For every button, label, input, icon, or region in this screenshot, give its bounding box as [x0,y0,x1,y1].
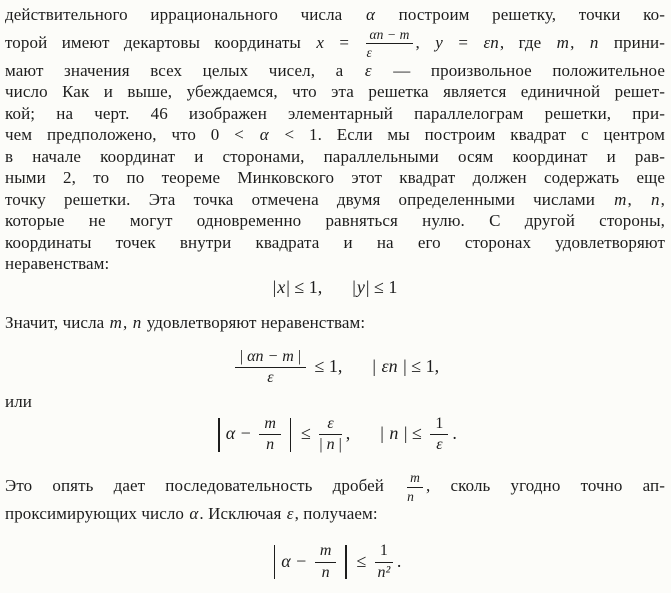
text-line-8: ными 2, то по теореме Минковского этот квадрат должен содержать еще [5,168,665,187]
text-segment: торой имеют декартовы координаты [5,32,316,52]
math-var-n: n [389,423,399,443]
fraction-denominator: n [266,436,275,454]
fraction [315,542,337,582]
formula-xy-bounds [5,276,665,298]
text-line-11: координаты точек внутри квадрата и на его сторонах удовлетворяют [5,232,665,252]
abs-bar: | [380,423,389,443]
equals-sign: = [443,32,483,52]
fraction-numerator: αn − m [366,27,412,44]
text-line-7: в начале координат и сторонами, параллельными осям координат и рав- [5,146,665,166]
text-line-16 [5,503,665,525]
fraction [375,542,393,582]
text-line-14: или [5,392,32,411]
text-segment: действительного иррационального числа [5,5,365,24]
fraction-numerator: m [259,415,281,435]
text-segment: , сколь угодно точно ап- [425,476,666,495]
math-var-n: n [132,312,142,332]
tall-abs-bar [345,545,347,579]
text-segment: , [123,312,132,332]
fraction [235,348,306,388]
math-var-x: x [277,276,286,297]
math-var-y: y [356,276,365,297]
math-var-alpha: α [259,125,269,144]
text-segment: проксимирующих число [5,504,189,523]
text-segment: Это опять дает последовательность дробей [5,476,405,495]
text-line-5: кой; на черт. 46 изображен элементарный параллелограм решетки, при- [5,103,665,123]
math-var-alpha: α [281,550,291,571]
relation: ≤ 1 [369,276,398,297]
abs-bar: | [352,276,356,297]
fraction-numerator: ε [319,415,341,435]
relation: ≤ [407,423,427,443]
math-var-y: y [435,32,443,52]
math-var-m: m [556,32,570,52]
text-segment: мают значения всех целых чисел, а [5,60,364,80]
math-var-x: x [316,32,324,52]
math-var-alpha: α [189,504,199,523]
abs-bar: | [365,276,370,297]
text-segment: , [415,32,435,52]
fraction [319,415,341,455]
text-line-13 [5,312,665,334]
text-segment: построим решетку, точки ко- [376,5,665,24]
fraction-denominator: ε [366,45,372,61]
fraction-numerator: m [315,542,337,562]
fraction-denominator: n² [377,563,391,581]
math-var-alpha: α [225,423,236,443]
relation: ≤ 1, [289,276,323,297]
text-line-10: которые не могут одновременно равняться нулю. С другой стороны, [5,211,665,230]
fraction-denominator: n [407,488,414,504]
fraction [259,415,281,455]
math-var-n: n [326,436,335,454]
fraction-denominator [319,435,341,454]
text-line-1 [5,4,665,26]
text-segment: , [627,189,651,209]
text-line-15 [5,469,665,503]
tall-abs-bar [274,545,276,579]
math-var-alpha: α [365,5,375,24]
tall-abs-bar [218,418,220,452]
fraction-numerator: m [407,470,423,487]
text-line-9 [5,189,665,211]
formula-mn-inequalities [5,345,665,387]
fraction-denominator: ε [436,436,443,454]
text-segment: , [660,189,665,209]
formula-final-approximation [5,538,665,584]
equals-sign: = [324,32,364,52]
text-segment: < 1. Если мы построим квадрат с центром [269,125,665,144]
text-segment: , получаем: [294,504,378,523]
abs-bar: | [398,356,407,376]
math-var-en: εn [483,32,499,52]
text-segment: , где [499,32,556,52]
text-line-2 [5,26,665,60]
relation: ≤ [296,423,316,443]
abs-bar: | [399,423,408,443]
abs-bar: | [319,436,327,454]
fraction-denominator: ε [267,369,274,387]
formula-alpha-approximation [5,412,665,454]
text-line-4: число Как и выше, убеждаемся, что эта решетка является единичной решет- [5,82,665,101]
text-segment: Значит, числа [5,312,109,332]
abs-bar: | [372,356,381,376]
text-line-3 [5,60,665,82]
math-var-n: n [589,32,599,52]
tall-abs-bar [290,418,292,452]
inline-fraction [407,470,423,503]
math-var-en: εn [381,356,398,376]
math-var-epsilon: ε [286,504,294,523]
abs-bar: | [334,436,342,454]
text-line-12: неравенствам: [5,254,110,273]
text-segment: точку решетки. Эта точка отмечена двумя определенными числами [5,189,614,209]
fraction-denominator: n [321,563,330,581]
abs-bar: | [272,276,277,297]
math-var-m: m [109,312,123,332]
text-segment: , [570,32,589,52]
comma: , [345,423,351,443]
text-segment: . Исключая [199,504,286,523]
fraction-numerator [235,348,306,368]
fraction-numerator: 1 [375,542,393,562]
period: . [396,550,402,571]
text-segment: удовлетворяют неравенствам: [142,312,366,332]
text-line-6 [5,124,665,146]
abs-bar: | [286,276,290,297]
text-segment: прини- [599,32,666,52]
text-segment: — произвольное положительное [372,60,665,80]
fraction-numerator: 1 [430,415,448,435]
math-expr: αn − m [247,347,294,365]
fraction [430,415,448,455]
abs-bar: | [293,347,302,365]
relation: ≤ 1, [406,356,440,376]
math-var-m: m [614,189,627,209]
period: . [452,423,457,443]
minus-sign: − [291,550,311,571]
relation: ≤ [351,550,371,571]
minus-sign: − [236,423,256,443]
relation: ≤ 1, [310,356,343,376]
math-var-epsilon: ε [364,60,372,80]
text-segment: чем предположено, что 0 < [5,125,259,144]
abs-bar: | [239,347,248,365]
math-var-n: n [651,189,660,209]
inline-fraction [366,27,412,60]
